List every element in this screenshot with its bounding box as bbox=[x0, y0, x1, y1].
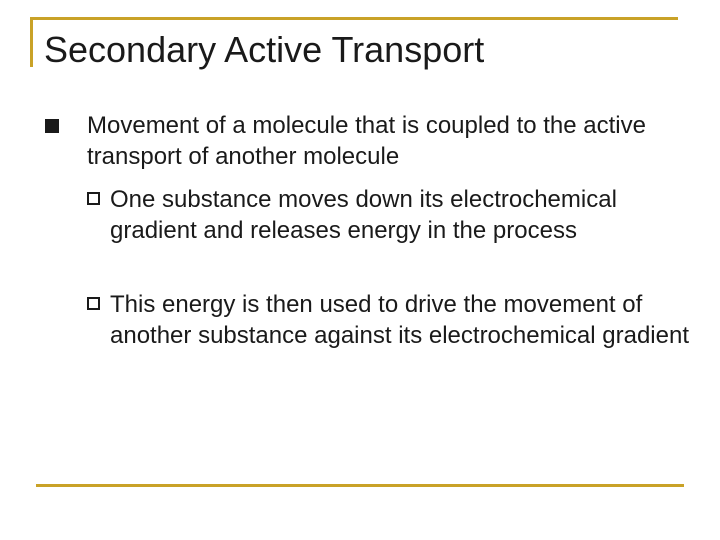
bullet-level2: One substance moves down its electrochemical gradient and releases energy in the process bbox=[110, 186, 617, 244]
filled-square-bullet-icon bbox=[45, 119, 59, 133]
slide-title: Secondary Active Transport bbox=[44, 29, 485, 70]
title-frame-left-rule bbox=[30, 17, 33, 67]
hollow-square-bullet-icon bbox=[87, 297, 100, 310]
bottom-rule bbox=[36, 484, 684, 487]
bullet-level2: This energy is then used to drive the movement of another substance against its electrochemical gradient bbox=[110, 291, 689, 349]
title-frame-top-rule bbox=[30, 17, 678, 20]
bullet-level1: Movement of a molecule that is coupled to the active transport of another molecule bbox=[87, 112, 646, 170]
hollow-square-bullet-icon bbox=[87, 192, 100, 205]
